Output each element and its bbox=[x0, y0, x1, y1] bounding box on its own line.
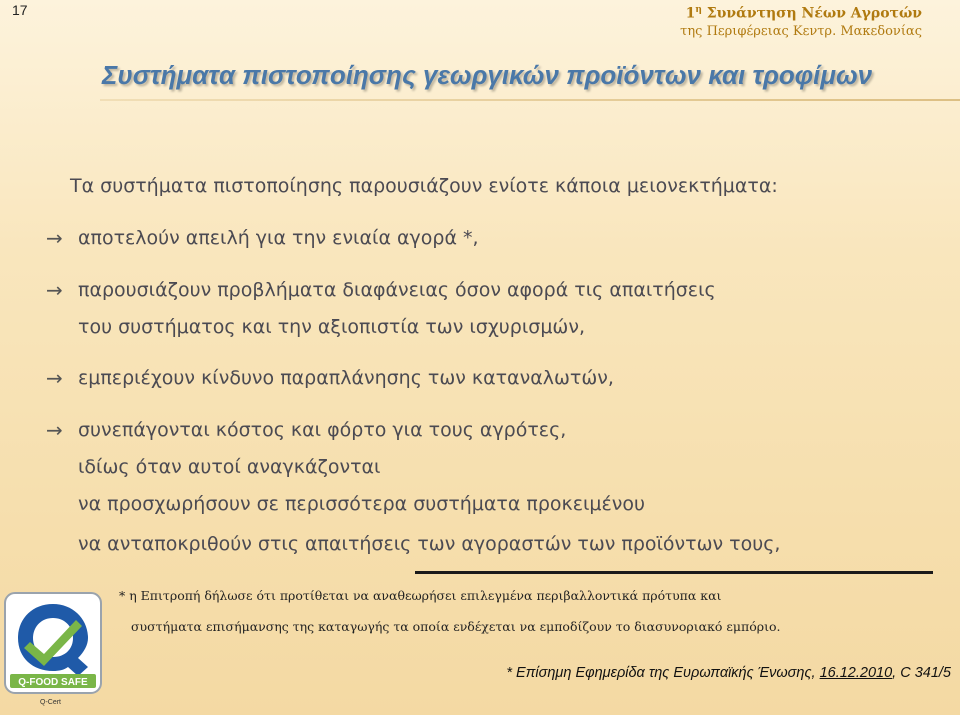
slide-title: Συστήματα πιστοποίησης γεωργικών προϊόντων και τροφίμων bbox=[102, 60, 873, 90]
title-divider bbox=[100, 99, 960, 101]
citation-prefix: * Επίσημη Εφημερίδα της Ευρωπαϊκής Ένωσης, bbox=[506, 665, 820, 681]
conference-title bbox=[680, 1, 922, 23]
arrow-right-icon: → bbox=[46, 418, 63, 442]
conference-name: Συνάντηση Νέων Αγροτών bbox=[706, 5, 922, 22]
citation bbox=[506, 665, 951, 681]
q-food-safe-logo-graphic bbox=[4, 592, 102, 696]
arrow-right-icon: → bbox=[46, 366, 63, 390]
footnote-line-1: * η Επιτροπή δήλωσε ότι προτίθεται να αναθεωρήσει επιλεγμένα περιβαλλοντικά πρότυπα και bbox=[119, 588, 722, 603]
bullet-4-line-4: να ανταποκριθούν στις απαιτήσεις των αγοραστών των προϊόντων τους, bbox=[78, 533, 781, 555]
bullet-4-line-2: ιδίως όταν αυτοί αναγκάζονται bbox=[78, 456, 381, 478]
footnote-line-2: συστήματα επισήμανσης της καταγωγής τα οποία ενδέχεται να εμποδίζουν το διασυνοριακό εμπόριο. bbox=[131, 619, 781, 634]
slide-number: 17 bbox=[12, 2, 28, 18]
logo-text: Q-FOOD SAFE bbox=[18, 677, 88, 688]
citation-date: 16.12.2010 bbox=[819, 665, 893, 681]
bullet-2-line-1: παρουσιάζουν προβλήματα διαφάνειας όσον αφορά τις απαιτήσεις bbox=[78, 279, 716, 301]
logo-caption: Q-Cert bbox=[40, 699, 61, 706]
bullet-1-line-1: αποτελούν απειλή για την ενιαία αγορά *, bbox=[78, 227, 479, 249]
citation-suffix: , C 341/5 bbox=[892, 665, 951, 681]
arrow-right-icon: → bbox=[46, 278, 63, 302]
conference-region: της Περιφέρειας Κεντρ. Μακεδονίας bbox=[680, 23, 922, 39]
bullet-3-line-1: εμπεριέχουν κίνδυνο παραπλάνησης των καταναλωτών, bbox=[78, 367, 614, 389]
intro-text: Τα συστήματα πιστοποίησης παρουσιάζουν ενίοτε κάποια μειονεκτήματα: bbox=[70, 175, 778, 197]
conference-ordinal-suffix: η bbox=[695, 5, 702, 15]
footer-divider bbox=[415, 571, 933, 574]
bullet-4-line-3: να προσχωρήσουν σε περισσότερα συστήματα προκειμένου bbox=[78, 493, 646, 515]
bullet-4-line-1: συνεπάγονται κόστος και φόρτο για τους αγρότες, bbox=[78, 419, 567, 441]
bullet-2-line-2: του συστήματος και την αξιοπιστία των ισχυρισμών, bbox=[78, 316, 585, 338]
q-food-safe-logo bbox=[4, 592, 102, 696]
arrow-right-icon: → bbox=[46, 226, 63, 250]
conference-ordinal: 1 bbox=[685, 5, 696, 22]
conference-header bbox=[680, 1, 922, 41]
